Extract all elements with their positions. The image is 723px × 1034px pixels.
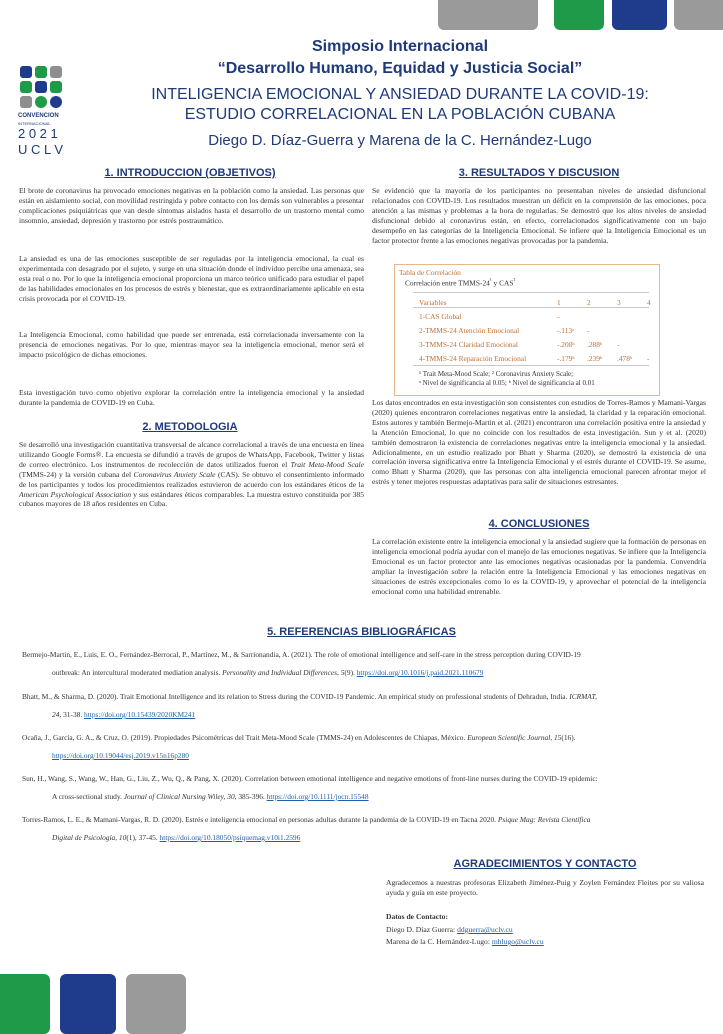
reference-item: Torres-Ramos, L. E., & Mamani-Vargas, R. D. (2020). Estrés e inteligencia emocional en personas adultas durante la pandemia de la COVID-19 en Tacna 2020. Psique Mag: Revista Científica Digital de Psicología, 10(1), 37-45. https://doi.org/10.18050/psiquemag.v10i1.2596 <box>22 815 591 842</box>
poster-title-2: ESTUDIO CORRELACIONAL EN LA POBLACIÓN CUBANA <box>184 106 616 123</box>
authors: Diego D. Díaz-Guerra y Marena de la C. Hernández-Lugo <box>208 132 592 149</box>
intro-paragraph-2: La ansiedad es una de las emociones susceptible de ser reguladas por la inteligencia emocional, la cual es experimentada con desagrado por el sujeto, y surge en una situación donde el individuo percibe una amenaza, sea esta real o no. Por lo que la inteligencia emocional proporciona un marco teórico unificado para estudiar el papel de las habilidades emocionales en los procesos de estrés y bienestar, que es extraordinariamente aplicable en esta crisis provocada por el COVID-19. <box>19 254 364 303</box>
table-row <box>415 351 655 365</box>
section-heading-conclusions: 4. CONCLUSIONES <box>488 518 590 530</box>
reference-item: Ocaña, J., García, G. A., & Cruz, O. (2019). Propiedades Psicométricas del Trait Meta-Mood Scale (TMMS-24) en Adolescentes de Chiapas, México. European Scientific Journal, 15(16). https://doi.org/10.19044/esj.2019.v15n16p280 <box>22 733 576 760</box>
table-cell: - <box>587 325 590 335</box>
table-header-cell: 4 <box>647 297 651 307</box>
section-heading-intro: 1. INTRODUCCION (OBJETIVOS) <box>104 167 276 179</box>
section-heading-acknowledgements: AGRADECIMIENTOS Y CONTACTO <box>453 858 637 870</box>
table-row <box>415 337 655 351</box>
table-cell <box>583 309 613 323</box>
logo-square <box>35 66 47 78</box>
logo-square <box>50 81 62 93</box>
table-header-row <box>415 295 655 309</box>
table-cell <box>613 309 643 323</box>
table-header-cell: 2 <box>587 297 591 307</box>
top-tab-gray-2 <box>674 0 723 30</box>
table-cell: - <box>617 339 620 349</box>
logo-square <box>35 96 47 108</box>
table-cell <box>643 323 655 337</box>
reference-link[interactable]: https://doi.org/10.15439/2020KM241 <box>84 710 196 719</box>
table-cell: .239ᵇ <box>587 353 603 363</box>
results-paragraph-1: Se evidenció que la mayoría de los participantes no presentaban niveles de ansiedad disfuncional relacionados con COVID-19. Los resultados muestran un déficit en la comprensión de las emociones, poca atención a las mismas y problemas a la hora de regularlas. Se demostró que los altos niveles de ansiedad disfuncional debido al coronavirus están, en efecto, correlacionados significativamente con un bajo desempeño en las categorías de la Inteligencia Emocional. Se infiere que la Inteligencia Emocional es un factor protector frente a las emociones negativas provocadas por la pandemia. <box>372 186 706 245</box>
acknowledgements-paragraph: Agradecemos a nuestras profesoras Elizabeth Jiménez-Puig y Zoylen Fernández Fleites por su valiosa ayuda y guía en este proyecto. <box>386 878 704 897</box>
logo-square <box>35 81 47 93</box>
section-heading-results: 3. RESULTADOS Y DISCUSION <box>458 167 620 179</box>
correlation-table <box>394 264 660 396</box>
reference-link[interactable]: https://doi.org/10.19044/esj.2019.v15n16p280 <box>52 751 190 760</box>
table-cell: -.113ᵃ <box>557 325 575 335</box>
conclusions-paragraph: La correlación existente entre la inteligencia emocional y la ansiedad sugiere que la formación de personas en inteligencia emocional podría ayudar con el manejo de las emociones negativas. Se infiere que la Inteligencia Emocional es un factor protector ante las emociones negativas ocasionadas por la pandemia. Convendría ampliar la investigación sobre la relación entre la Inteligencia Emocional y las emociones negativas en situaciones de estrés excepcionales como lo es la COVID-19, y aprovechar el potencial de la inteligencia emocional como una habilidad entrenable. <box>372 537 706 596</box>
top-tab-blue <box>612 0 667 30</box>
table-header-cell: 3 <box>617 297 621 307</box>
logo-line1: CONVENCION <box>18 113 59 119</box>
table-cell: - <box>557 311 560 321</box>
reference-item: Bhatt, M., & Sharma, D. (2020). Trait Emotional Intelligence and its relation to Stress during the COVID-19 Pandemic. An empirical study on professional students of Dehradun, India. ICRMAT, 24, 31-38. https://doi.org/10.15439/2020KM241 <box>22 692 597 719</box>
table-cell: 4-TMMS-24 Reparación Emocional <box>419 353 527 363</box>
table-note-2: ᵃ Nivel de significancia al 0.05; ᵇ Nivel de significancia al 0.01 <box>419 379 595 387</box>
table-rule-bottom <box>413 365 649 366</box>
logo-square <box>50 66 62 78</box>
table-cell: -.179ᵇ <box>557 353 575 363</box>
results-paragraph-2: Los datos encontrados en esta investigación son consistentes con estudios de Torres-Ramos y Mamani-Vargas (2020) quienes encontraron correlaciones negativas entre la ansiedad, la claridad y la reparación emocional. Estos autores y también Bermejo-Martin et al. (2021) encontraron una correlación positiva entre la ansiedad y la Atención Emocional, lo que no coincide con los resultados de esta investigación. Sun y et al. (2020) también demostraron la existencia de correlaciones negativas entre la inteligencia emocional y la ansiedad. Adicionalmente, en un estudio realizado por Bhatt y Sharma (2020), se demostró la existencia de una correlación inversa significativa entre la Inteligencia Emocional y el estrés durante el COVID-19. Se asume, como Bhatt y Sharma (2020), que las personas con alta inteligencia emocional parecen afrontar mejor el estrés y tener mejores respuestas adaptativas para salir de situaciones estresantes. <box>372 398 707 487</box>
table-row <box>415 309 655 323</box>
table-rule-top <box>413 292 649 293</box>
logo-square <box>20 81 32 93</box>
logo-square <box>20 96 32 108</box>
intro-paragraph-1: El brote de coronavirus ha provocado emociones negativas en la población como la ansiedad. Las personas que están en aislamiento social, con movilidad restringida y pobre contacto con los demás son vulnerables a presentar complicaciones psiquiátricas que van desde síntomas aislados hasta el desarrollo de un trastorno mental como insomnio, ansiedad, depresión y trastorno por estrés postraumático. <box>19 186 364 225</box>
table-footnotes <box>419 370 595 388</box>
top-tab-gray <box>438 0 538 30</box>
intro-paragraph-3: La Inteligencia Emocional, como habilidad que puede ser entrenada, está correlacionada inversamente con la presencia de emociones negativas. Por lo que, mientras mayor sea la inteligencia emocional, menor será el impacto psicológico de dichas emociones. <box>19 330 364 359</box>
table-cell: 3-TMMS-24 Claridad Emocional <box>419 339 518 349</box>
contact-line-2: Marena de la C. Hernández-Lugo: mhlugo@uclv.cu <box>386 937 544 946</box>
methodology-paragraph: Se desarrolló una investigación cuantitativa transversal de alcance correlacional a través de una encuesta en línea utilizando Google Forms®. La encuesta se difundió a través de grupos de WhatsApp, Facebook, Twitter y listas de correo electrónico. Los instrumentos de recolección de datos utilizados fueron el Trait Meta-Mood Scale (TMMS-24) y la versión cubana del Coronavirus Anxiety Scale (CAS). Se obtuvo el consentimiento informado de los participantes y todos los procedimientos realizados estuvieron de acuerdo con los estándares éticos de la American Psychological Association y sus estándares éticos comparables. La muestra estuvo constituida por 385 cubanos mayores de 18 años residentes en Cuba. <box>19 440 364 509</box>
symposium-subtitle: “Desarrollo Humano, Equidad y Justicia Social” <box>217 60 583 77</box>
contact-line-1: Diego D. Díaz Guerra: ddguerra@uclv.cu <box>386 925 513 934</box>
bottom-tab-blue <box>60 974 116 1034</box>
correlation-grid <box>415 295 655 365</box>
section-heading-references: 5. REFERENCIAS BIBLIOGRÁFICAS <box>267 626 456 638</box>
table-note-1: ¹ Trait Meta-Mood Scale; ² Coronavirus Anxiety Scale; <box>419 370 574 378</box>
reference-link[interactable]: https://doi.org/10.1016/j.paid.2021.110679 <box>356 668 484 677</box>
reference-link[interactable]: https://doi.org/10.1111/jocn.15548 <box>266 792 369 801</box>
bottom-tab-green <box>0 974 50 1034</box>
logo-year: 2 0 2 1 <box>18 126 58 141</box>
poster-title-1: INTELIGENCIA EMOCIONAL Y ANSIEDAD DURANTE LA COVID-19: <box>151 86 649 103</box>
table-caption: Tabla de Correlación <box>399 268 461 277</box>
bottom-tab-gray <box>126 974 186 1034</box>
table-cell: .478ᵇ <box>617 353 633 363</box>
logo-square <box>50 96 62 108</box>
table-cell: - <box>647 353 650 363</box>
logo-square <box>20 66 32 78</box>
table-cell: 2-TMMS-24 Atención Emocional <box>419 325 520 335</box>
table-cell: 1-CAS Global <box>419 311 462 321</box>
reference-link[interactable]: https://doi.org/10.18050/psiquemag.v10i1.2596 <box>159 833 301 842</box>
top-tab-green <box>554 0 604 30</box>
logo-org: U C L V <box>18 142 64 157</box>
table-cell <box>643 337 655 351</box>
logo-line2: INTERNACIONAL <box>18 121 51 126</box>
reference-item: Sun, H., Wang, S., Wang, W., Han, G., Liu, Z., Wu, Q., & Pang, X. (2020). Correlation between emotional intelligence and negative emotions of front-line nurses during the COVID-19 epidemic: A cross-sectional study. Journal of Clinical Nursing Wiley, 30, 385-396. https://doi.org/10.1111/jocn.15548 <box>22 774 598 801</box>
table-cell: .288ᵇ <box>587 339 603 349</box>
email-link[interactable]: mhlugo@uclv.cu <box>491 937 544 946</box>
section-heading-methodology: 2. METODOLOGIA <box>142 421 238 433</box>
table-cell: -.208ᵇ <box>557 339 575 349</box>
reference-item: Bermejo-Martin, E., Luis, E. O., Fernández-Berrocal, P., Martínez, M., & Sarrionandia, A. (2021). The role of emotional intelligence and self-care in the stress perception during COVID-19 outbreak: An intercultural moderated mediation analysis. Personality and Individual Differences, 5(9). https://doi.org/10.1016/j.paid.2021.110679 <box>22 650 581 677</box>
table-row <box>415 323 655 337</box>
table-cell <box>613 323 643 337</box>
table-header-cell: Variables <box>419 297 447 307</box>
table-header-cell: 1 <box>557 297 561 307</box>
table-subtitle: Correlación entre TMMS-$24^{^1}$ y $CAS^{^2}$ <box>405 278 516 288</box>
intro-paragraph-4: Esta investigación tuvo como objetivo explorar la correlación entre la inteligencia emocional y la ansiedad durante la pandemia de COVID-19 en Cuba. <box>19 388 364 407</box>
email-link[interactable]: ddguerra@uclv.cu <box>457 925 513 934</box>
symposium-title: Simposio Internacional <box>311 38 489 55</box>
table-cell <box>643 309 655 323</box>
contact-label: Datos de Contacto: <box>386 912 449 921</box>
